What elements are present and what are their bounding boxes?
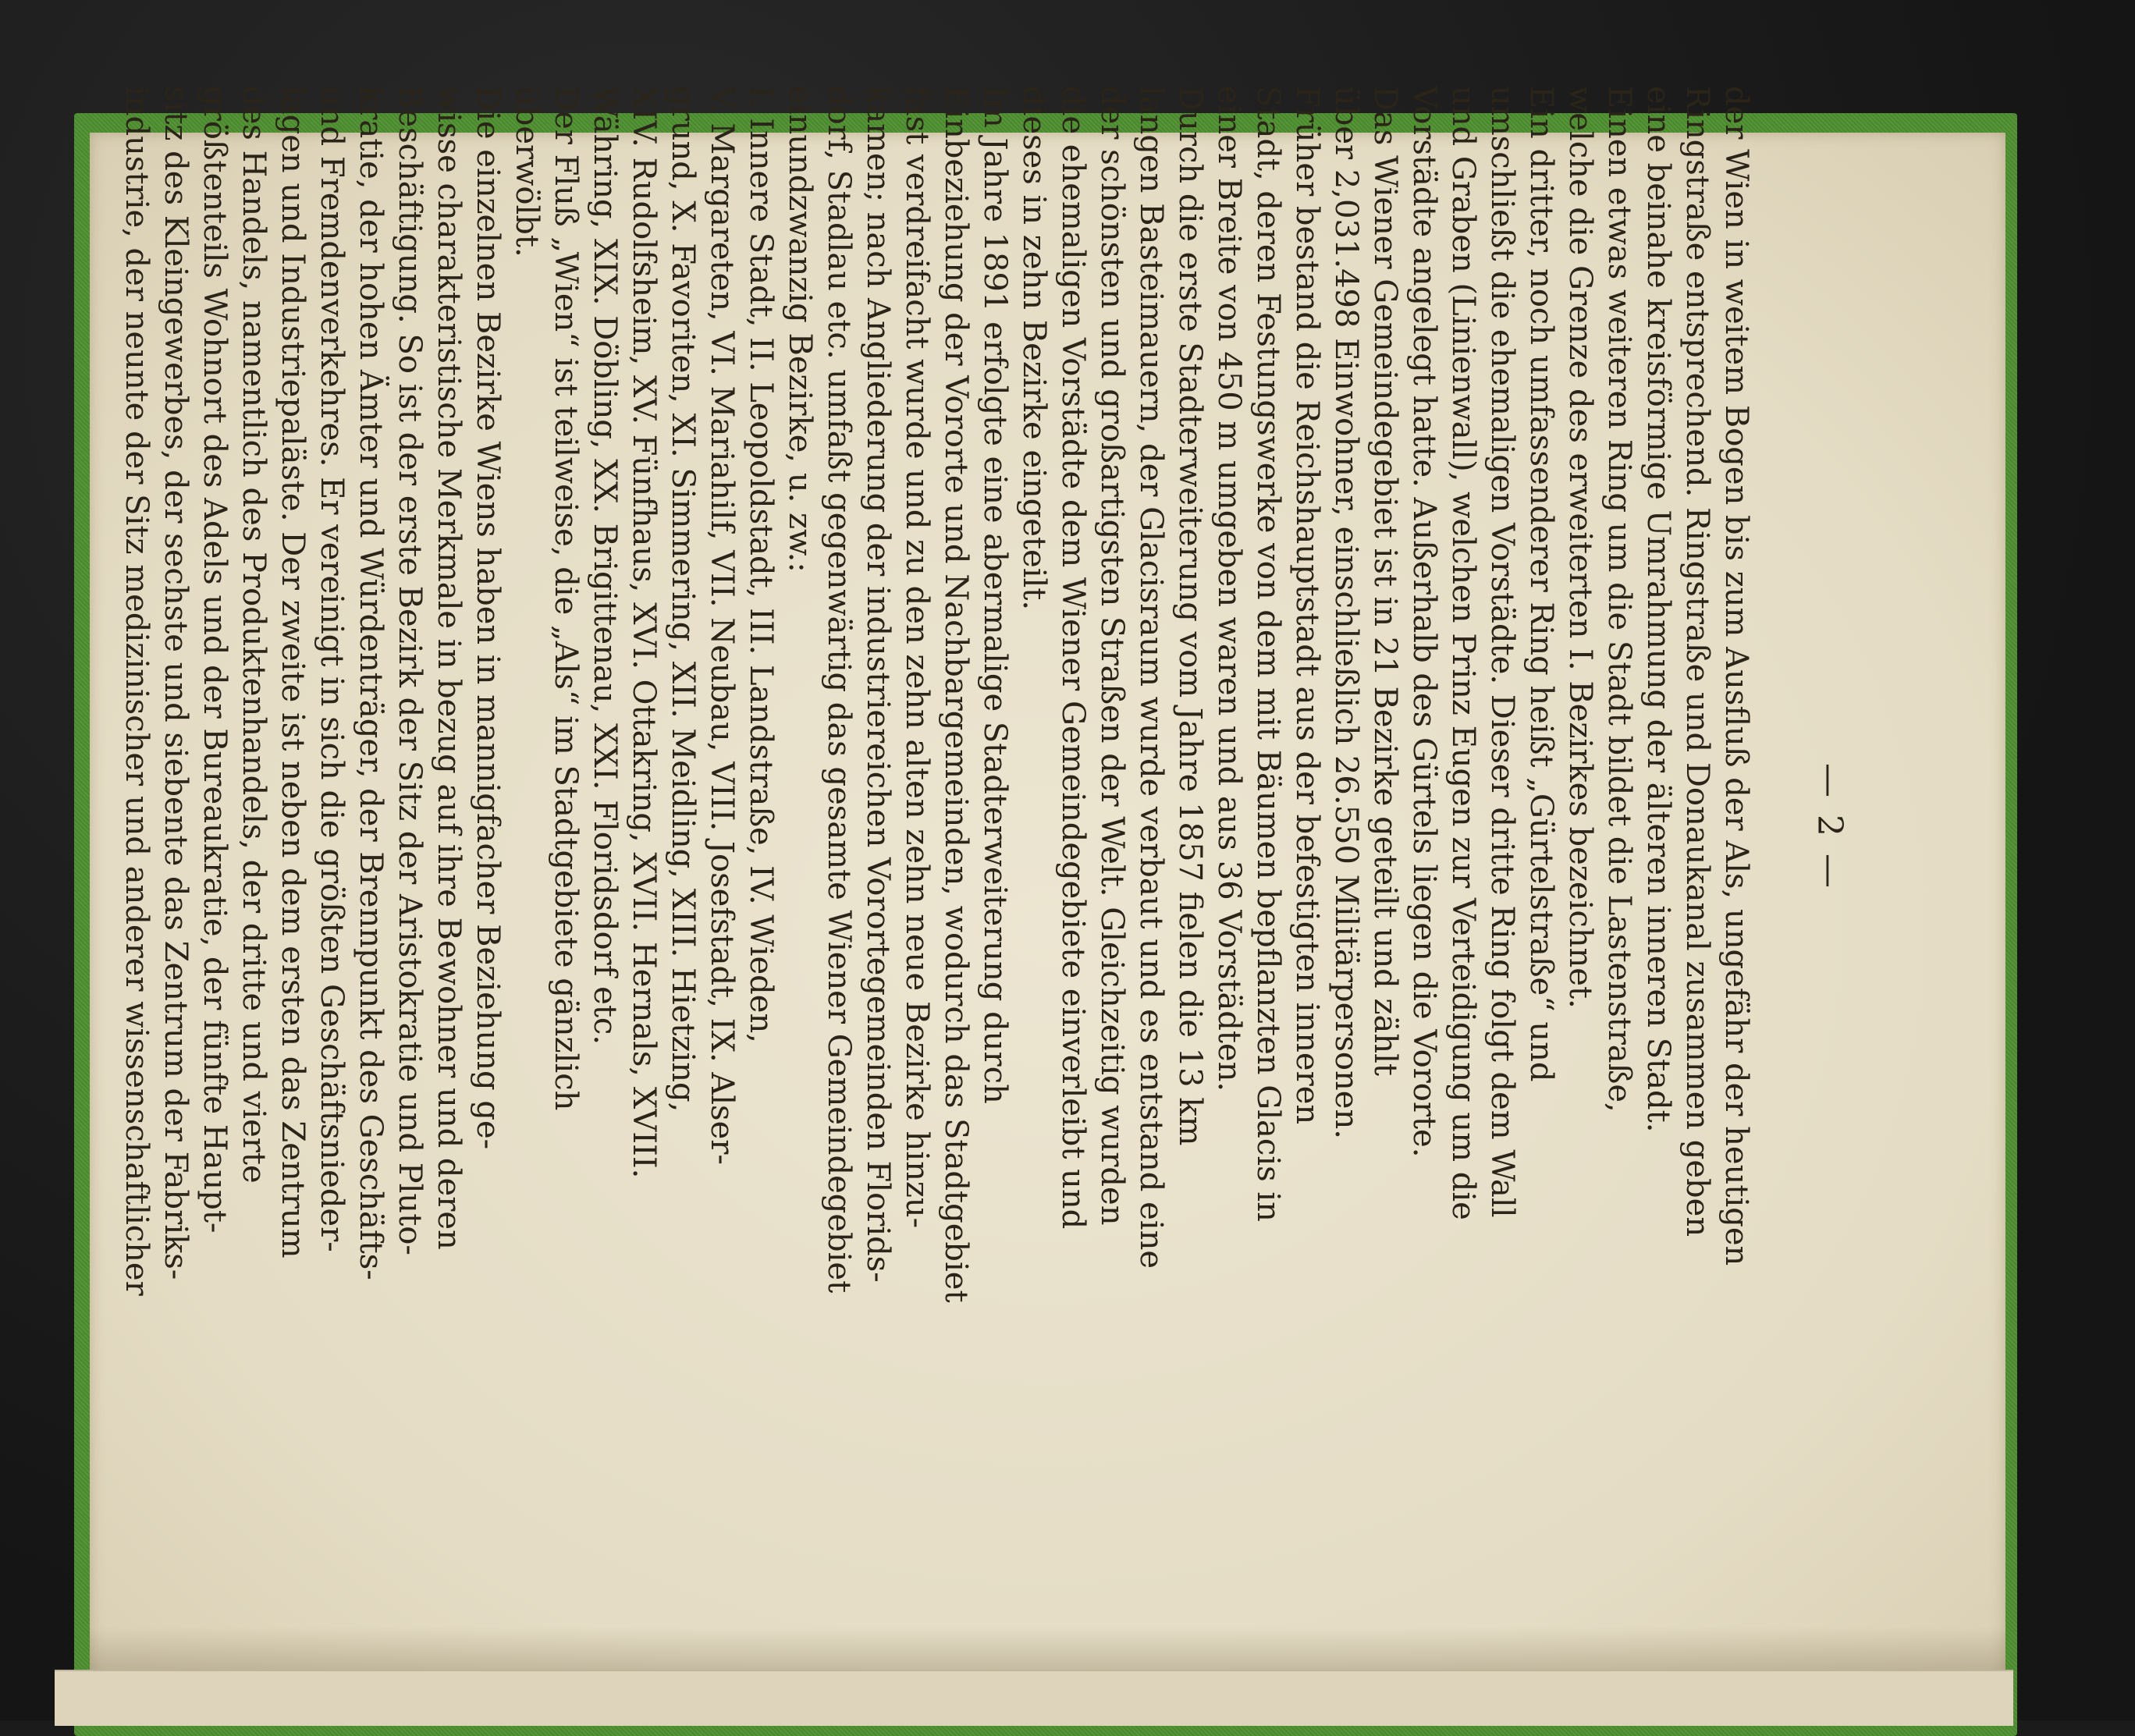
text-line: des Handels, namentlich des Produktenhandels, der dritte und vierte [236, 86, 272, 1184]
text-line: dieses in zehn Bezirke eingeteilt. [1016, 86, 1052, 611]
text-line: der schönsten und großartigsten Straßen der Welt. Gleichzeitig wurden [1094, 86, 1130, 1226]
text-line: lagen und Industriepaläste. Der zweite ist neben dem ersten das Zentrum [275, 86, 311, 1259]
text-line: überwölbt. [509, 86, 545, 257]
text-line: Vorstädte angelegt hatte. Außerhalb des Gürtels liegen die Vororte. [1406, 86, 1442, 1158]
page-number: — 2 — [1810, 763, 1849, 891]
text-line: welche die Grenze des erweiterten I. Bezirkes bezeichnet. [1562, 86, 1598, 1009]
text-line: wisse charakteristische Merkmale in bezug auf ihre Bewohner und deren [431, 86, 467, 1250]
text-line: Im Jahre 1891 erfolgte eine abermalige Stadterweiterung durch [977, 86, 1013, 1104]
text-line: Der Fluß „Wien“ ist teilweise, die „Als“ im Stadtgebiete gänzlich [548, 86, 584, 1111]
text-line: und Fremdenverkehres. Er vereinigt in sich die größten Geschäftsnieder- [314, 86, 350, 1252]
text-line: kamen; nach Angliederung der industriereichen Vorortegemeinden Florids- [860, 86, 896, 1283]
text-line: kratie, der hohen Ämter und Würdenträger, der Brennpunkt des Geschäfts- [353, 86, 389, 1280]
text-line: Die einzelnen Bezirke Wiens haben in mannigfacher Beziehung ge- [470, 86, 506, 1150]
text-line: Stadt, deren Festungswerke von dem mit Bäumen bepflanzten Glacis in [1250, 86, 1286, 1222]
next-page-edge [55, 1670, 2013, 1726]
text-line: der Wien in weitem Bogen bis zum Ausfluß der Als, ungefähr der heutigen [1718, 86, 1754, 1266]
text-line: Beschäftigung. So ist der erste Bezirk der Sitz der Aristokratie und Pluto- [392, 86, 428, 1255]
text-line: die ehemaligen Vorstädte dem Wiener Gemeindegebiete einverleibt und [1055, 86, 1091, 1230]
text-line: Einen etwas weiteren Ring um die Stadt bildet die Lastenstraße, [1601, 86, 1637, 1113]
text-line: Durch die erste Stadterweiterung vom Jahre 1857 fielen die 13 km [1172, 86, 1208, 1146]
text-line: Das Wiener Gemeindegebiet ist in 21 Bezirke geteilt und zählt [1367, 86, 1403, 1076]
text-line: grund, X. Favoriten, XI. Simmering, XII. Meidling, XIII. Hietzing, [665, 86, 701, 1113]
text-line: I. Innere Stadt, II. Leopoldstadt, III. Landstraße, IV. Wieden, [743, 86, 779, 1043]
rotated-text-block [78, 86, 1873, 1568]
text-line: fast verdreifacht wurde und zu den zehn alten zehn neue Bezirke hinzu- [899, 86, 935, 1229]
text-line: Einbeziehung der Vororte und Nachbargemeinden, wodurch das Stadtgebiet [938, 86, 974, 1303]
text-line: umschließt die ehemaligen Vorstädte. Dieser dritte Ring folgt dem Wall [1484, 86, 1520, 1218]
text-line: industrie, der neunte der Sitz medizinischer und anderer wissenschaftlicher [119, 86, 155, 1296]
text-line: einundzwanzig Bezirke, u. zw.: [782, 86, 818, 573]
text-line: langen Basteimauern, der Glacisraum wurde verbaut und es entstand eine [1133, 86, 1169, 1269]
text-line: V. Margareten, VI. Mariahilf, VII. Neubau, VIII. Josefstadt, IX. Alser- [704, 86, 740, 1165]
text-line: XIV. Rudolfsheim, XV. Fünfhaus, XVI. Ottakring, XVII. Hernals, XVIII. [626, 86, 662, 1179]
text-line: größtenteils Wohnort des Adels und der Bureaukratie, der fünfte Haupt- [197, 86, 233, 1234]
gutter-shadow [90, 1627, 2005, 1674]
text-line: über 2,031.498 Einwohner, einschließlich 26.550 Militärpersonen. [1328, 86, 1364, 1139]
text-line: dorf, Stadlau etc. umfaßt gegenwärtig das gesamte Wiener Gemeindegebiet [821, 86, 857, 1294]
body-text [117, 86, 1756, 1568]
text-line: und Graben (Linienwall), welchen Prinz Eugen zur Verteidigung um die [1445, 86, 1481, 1220]
text-line: einer Breite von 450 m umgeben waren und aus 36 Vorstädten. [1211, 86, 1247, 1092]
text-line: Ein dritter, noch umfassenderer Ring heißt „Gürtelstraße“ und [1523, 86, 1559, 1082]
text-line: eine beinahe kreisförmige Umrahmung der älteren inneren Stadt. [1640, 86, 1676, 1133]
text-line: Früher bestand die Reichshauptstadt aus der befestigten inneren [1289, 86, 1325, 1125]
text-line: Währing, XIX. Döbling, XX. Brigittenau, XXI. Floridsdorf etc. [587, 86, 623, 1046]
text-line: Ringstraße entsprechend. Ringstraße und Donaukanal zusammen geben [1679, 86, 1715, 1237]
text-line: sitz des Kleingewerbes, der sechste und siebente das Zentrum der Fabriks- [158, 86, 194, 1280]
